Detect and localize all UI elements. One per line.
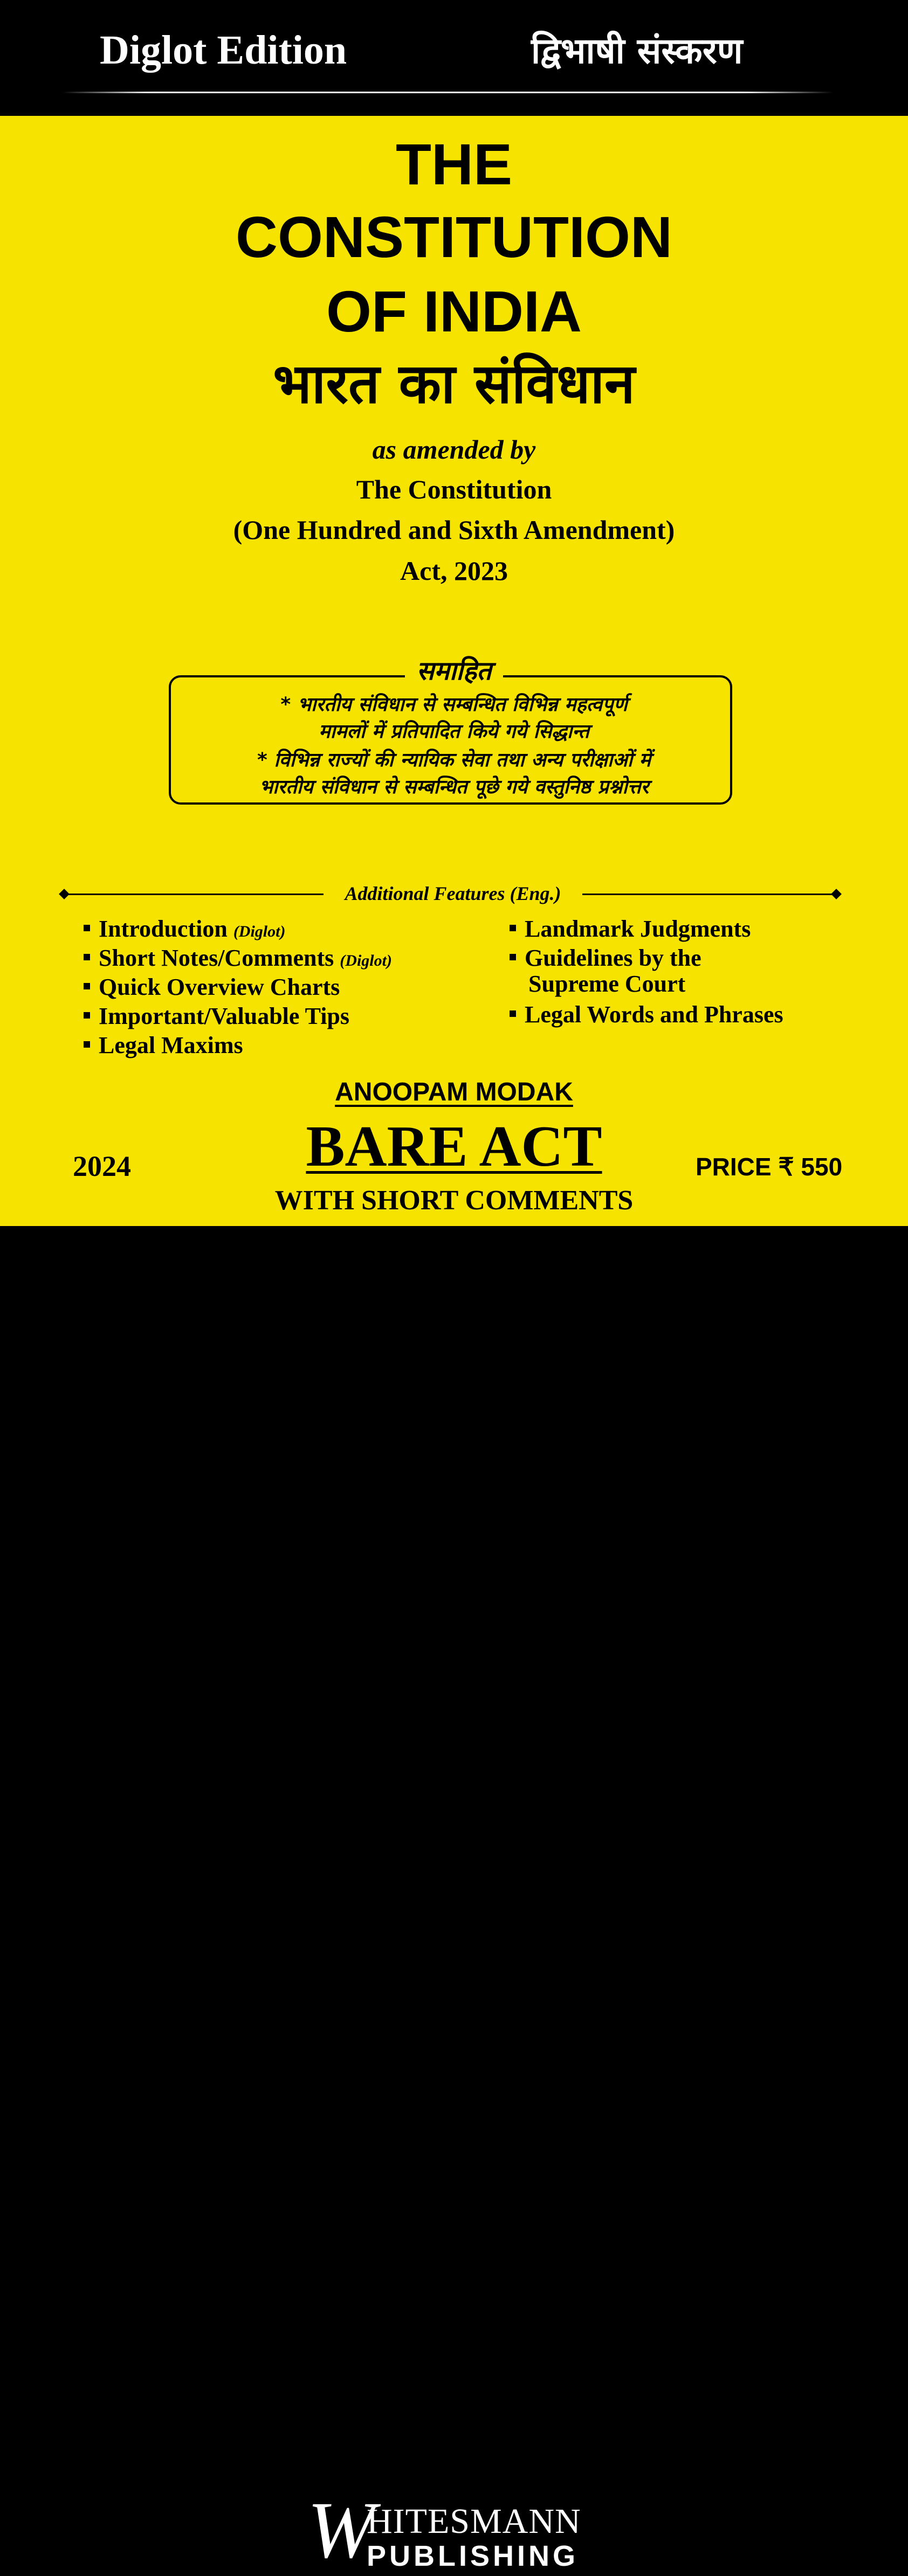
- top-header-band: [0, 0, 908, 116]
- author-name: ANOOPAM MODAK: [335, 1078, 573, 1106]
- series-subtitle: WITH SHORT COMMENTS: [274, 1185, 634, 1216]
- author-name-wrap: [0, 1076, 908, 1109]
- publisher-name-line-2: PUBLISHING: [367, 2540, 579, 2572]
- feature-label: Introduction: [99, 916, 228, 942]
- feature-label: Important/Valuable Tips: [99, 1003, 350, 1029]
- bullet-icon: [510, 954, 516, 960]
- as-amended-by: as amended by: [372, 434, 536, 465]
- feature-item: [84, 1031, 243, 1060]
- bullet-icon: [84, 983, 90, 989]
- feature-label: Landmark Judgments: [525, 916, 751, 942]
- feature-item: [84, 1002, 349, 1031]
- feature-label: Quick Overview Charts: [99, 974, 340, 1000]
- feature-item: [84, 973, 340, 1002]
- feature-item: [84, 915, 285, 946]
- title-line-1: THE: [396, 131, 512, 197]
- bullet-icon: [84, 1012, 90, 1019]
- title-line-2: CONSTITUTION: [236, 204, 672, 269]
- feature-item: [84, 944, 392, 975]
- publisher-logo: [307, 2485, 609, 2576]
- features-rule-right: [582, 894, 836, 895]
- samahit-line-3: * विभिन्न राज्यों की न्यायिक सेवा तथा अन्य परीक्षाओं में: [257, 749, 651, 771]
- feature-item: [510, 1000, 783, 1029]
- amendment-line-2: (One Hundred and Sixth Amendment): [233, 515, 675, 545]
- edition-year: 2024: [73, 1150, 131, 1182]
- diamond-ornament-left: [59, 889, 70, 899]
- publisher-logo-initial: W: [307, 2485, 375, 2575]
- title-hindi: भारत का संविधान: [273, 352, 635, 416]
- features-rule-left: [64, 894, 324, 895]
- features-heading: Additional Features (Eng.): [345, 883, 561, 904]
- title-line-3: OF INDIA: [326, 279, 582, 344]
- samahit-heading-wrap: [0, 652, 908, 690]
- feature-label: Short Notes/Comments: [99, 945, 334, 971]
- feature-label-continuation: Supreme Court: [528, 971, 686, 997]
- price-label: PRICE ₹ 550: [696, 1153, 843, 1181]
- series-name: BARE ACT: [306, 1114, 602, 1179]
- amendment-line-3: Act, 2023: [400, 556, 508, 586]
- bullet-icon: [84, 1041, 90, 1048]
- bullet-icon: [510, 925, 516, 931]
- bottom-publisher-band: [0, 1226, 908, 2575]
- samahit-line-4: भारतीय संविधान से सम्बन्धित पूछे गये वस्तुनिष्ठ प्रश्नोत्तर: [259, 776, 649, 798]
- samahit-line-2: मामलों में प्रतिपादित किये गये सिद्धान्त: [319, 721, 589, 743]
- feature-note: (Diglot): [233, 923, 286, 940]
- feature-note: (Diglot): [340, 952, 392, 970]
- amendment-line-1: The Constitution: [356, 474, 552, 504]
- bullet-icon: [84, 954, 90, 960]
- feature-item: [510, 915, 751, 944]
- diamond-ornament-right: [831, 889, 842, 899]
- header-divider: [62, 92, 833, 93]
- samahit-heading: समाहित: [405, 656, 504, 686]
- feature-label: Guidelines by the: [525, 945, 701, 971]
- bullet-icon: [510, 1010, 516, 1017]
- samahit-line-1: * भारतीय संविधान से सम्बन्धित विभिन्न महत्वपूर्ण: [280, 694, 628, 716]
- feature-item: [510, 944, 701, 973]
- edition-label-english: Diglot Edition: [100, 27, 347, 73]
- feature-label: Legal Words and Phrases: [525, 1001, 783, 1028]
- bullet-icon: [84, 925, 90, 931]
- publisher-name-line-1: HITESMANN: [367, 2502, 581, 2541]
- feature-label: Legal Maxims: [99, 1032, 243, 1058]
- edition-label-hindi: द्विभाषी संस्करण: [531, 30, 743, 72]
